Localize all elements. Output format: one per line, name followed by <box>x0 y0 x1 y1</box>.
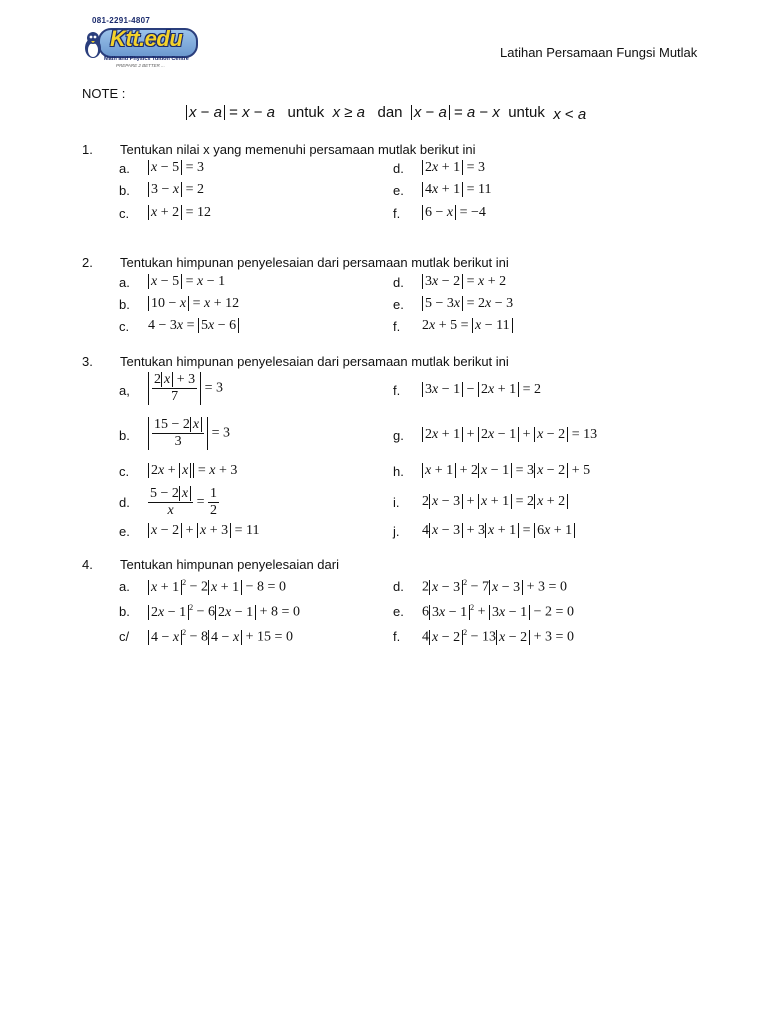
item-4e <box>393 604 404 619</box>
expr-3c: 2x + x = x + 3 <box>148 463 237 479</box>
item-label: f. <box>393 629 401 644</box>
item-4c <box>119 629 129 644</box>
expr-3h: x + 1 + 2 x − 1 = 3 x − 2 + 5 <box>422 463 590 479</box>
logo-brand: Ktt.edu <box>110 26 183 51</box>
item-4d <box>393 579 404 594</box>
item-label: h. <box>393 464 404 479</box>
item-1b <box>119 183 130 198</box>
item-label: b. <box>119 428 130 443</box>
item-2f <box>393 319 400 334</box>
expr-2e: 5 − 3x = 2x − 3 <box>422 296 513 312</box>
item-label: a, <box>119 383 130 398</box>
item-4a <box>119 579 130 594</box>
logo-tagline: PREPARE 2 BETTER ... <box>116 63 165 68</box>
expr-2f: 2x + 5 = x − 11 <box>422 318 513 334</box>
item-label: f. <box>393 319 401 334</box>
question-text: Tentukan himpunan penyelesaian dari <box>120 557 339 572</box>
question-text: Tentukan nilai x yang memenuhi persamaan mutlak berikut ini <box>120 142 476 157</box>
logo-subtitle: Math and Physics Tuition Centre <box>104 56 189 62</box>
item-label: a. <box>119 161 130 176</box>
item-1a <box>119 161 130 176</box>
expr-4d: 2 x − 3 $^2$ − 7 x − 3 + 3 = 0 <box>422 578 567 595</box>
item-3g <box>393 428 404 443</box>
item-3b <box>119 428 130 443</box>
item-label: f. <box>393 383 401 398</box>
expr-1a: x − 5 = 3 <box>148 160 204 176</box>
item-2e <box>393 297 404 312</box>
expr-3i: 2 x − 3 + x + 1 = 2 x + 2 <box>422 494 568 510</box>
item-label: i. <box>393 495 400 510</box>
expr-3j: 4 x − 3 + 3 x + 1 = 6x + 1 <box>422 523 575 539</box>
question-number: 4. <box>82 557 93 572</box>
question-text: Tentukan himpunan penyelesaian dari persamaan mutlak berikut ini <box>120 255 509 270</box>
item-2a <box>119 275 130 290</box>
item-3j <box>393 524 400 539</box>
expr-2b: 10 − x = x + 12 <box>148 296 239 312</box>
item-3i <box>393 495 400 510</box>
expr-3d: $\frac{5 - 2 x}{x}$ = $\frac{1}{2}$ <box>150 486 218 518</box>
logo <box>80 16 200 72</box>
item-3a <box>119 383 130 398</box>
item-label: d. <box>393 579 404 594</box>
item-label: c. <box>119 206 130 221</box>
expr-3e: x − 2 + x + 3 = 11 <box>148 523 260 539</box>
item-label: f. <box>393 206 401 221</box>
item-1e <box>393 183 404 198</box>
note-rule: x − a = x − a untuk x ≥ a dan x − a = a − x untuk x < a <box>186 104 586 121</box>
question-number: 3. <box>82 354 93 369</box>
expr-2d: 3x − 2 = x + 2 <box>422 274 506 290</box>
item-2d <box>393 275 404 290</box>
item-label: d. <box>393 161 404 176</box>
item-label: d. <box>393 275 404 290</box>
logo-phone: 081-2291-4807 <box>92 16 151 25</box>
expr-1d: 2x + 1 = 3 <box>422 160 485 176</box>
expr-4a: x + 1 $^2$ − 2 x + 1 − 8 = 0 <box>148 578 286 596</box>
expr-4f: 4 x − 2 $^2$ − 13 x − 2 + 3 = 0 <box>422 628 574 645</box>
item-label: c. <box>119 464 130 479</box>
item-label: a. <box>119 275 130 290</box>
item-label: e. <box>119 524 130 539</box>
expr-3f: 3x − 1 − 2x + 1 = 2 <box>422 382 541 398</box>
item-label: b. <box>119 297 130 312</box>
item-3h <box>393 464 404 479</box>
item-label: b. <box>119 183 130 198</box>
expr-1e: 4x + 1 = 11 <box>422 182 492 198</box>
expr-2a: x − 5 = x − 1 <box>148 274 225 290</box>
page-title: Latihan Persamaan Fungsi Mutlak <box>500 45 698 60</box>
question-text: Tentukan himpunan penyelesaian dari persamaan mutlak berikut ini <box>120 354 509 369</box>
expr-4e: 6 3x − 1 $^2$ + 3x − 1 − 2 = 0 <box>422 603 574 620</box>
expr-3a: $\frac{2 x + 3}{7}$ = 3 <box>148 372 223 405</box>
item-label: b. <box>119 604 130 619</box>
item-4f <box>393 629 400 644</box>
expr-2c: 4 − 3x = 5x − 6 <box>148 318 239 334</box>
item-label: c/ <box>119 629 130 644</box>
item-label: j. <box>393 524 400 539</box>
item-label: e. <box>393 183 404 198</box>
expr-1c: x + 2 = 12 <box>148 205 211 221</box>
item-1c <box>119 206 129 221</box>
mascot-icon <box>80 30 106 60</box>
item-2c <box>119 319 129 334</box>
item-4b <box>119 604 130 619</box>
item-label: e. <box>393 297 404 312</box>
item-1f <box>393 206 400 221</box>
question-number: 1. <box>82 142 93 157</box>
item-3c <box>119 464 129 479</box>
note-label: NOTE : <box>82 86 126 101</box>
question-number: 2. <box>82 255 93 270</box>
item-1d <box>393 161 404 176</box>
item-2b <box>119 297 130 312</box>
item-label: d. <box>119 495 130 510</box>
item-label: g. <box>393 428 404 443</box>
expr-4b: 2x − 1 $^2$ − 6 2x − 1 + 8 = 0 <box>148 603 300 621</box>
expr-3g: 2x + 1 + 2x − 1 + x − 2 = 13 <box>422 427 597 443</box>
item-3d <box>119 495 130 510</box>
item-label: e. <box>393 604 404 619</box>
expr-4c: 4 − x $^2$ − 8 4 − x + 15 = 0 <box>148 628 293 646</box>
item-3f <box>393 383 400 398</box>
expr-1b: 3 − x = 2 <box>148 182 204 198</box>
expr-3b: $\frac{15 - 2 x}{3}$ = 3 <box>148 417 230 450</box>
item-3e <box>119 524 130 539</box>
item-label: c. <box>119 319 130 334</box>
item-label: a. <box>119 579 130 594</box>
expr-1f: 6 − x = −4 <box>422 205 486 221</box>
